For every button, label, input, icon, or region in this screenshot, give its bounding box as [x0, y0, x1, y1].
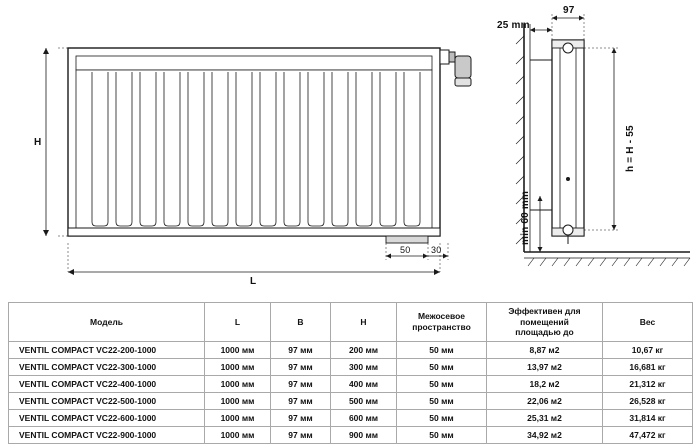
th-center-distance-line1: Межосевое: [417, 311, 466, 322]
cell-weight: 31,814 кг: [603, 410, 693, 427]
th-effective-area-line2: площадью до: [515, 327, 574, 338]
dim-label-h-equals: h = H - 55: [625, 125, 636, 172]
th-effective-area-line1: Эффективен для помещений: [508, 306, 581, 327]
cell-effective-area: 8,87 м2: [487, 342, 603, 359]
th-length: L: [205, 303, 271, 342]
dim-label-min-60mm: min 60 mm: [520, 190, 531, 245]
cell-width: 97 мм: [271, 427, 331, 444]
cell-width: 97 мм: [271, 376, 331, 393]
cell-length: 1000 мм: [205, 410, 271, 427]
cell-effective-area: 25,31 м2: [487, 410, 603, 427]
cell-length: 1000 мм: [205, 427, 271, 444]
cell-height: 200 мм: [331, 342, 397, 359]
table-row: [9, 427, 693, 444]
specification-table: [8, 302, 693, 444]
cell-length: 1000 мм: [205, 393, 271, 410]
cell-center-distance: 50 мм: [397, 427, 487, 444]
cell-width: 97 мм: [271, 393, 331, 410]
table-row: [9, 376, 693, 393]
cell-weight: 10,67 кг: [603, 342, 693, 359]
cell-center-distance: 50 мм: [397, 342, 487, 359]
th-width: B: [271, 303, 331, 342]
cell-width: 97 мм: [271, 359, 331, 376]
cell-center-distance: 50 мм: [397, 359, 487, 376]
cell-weight: 21,312 кг: [603, 376, 693, 393]
cell-center-distance: 50 мм: [397, 410, 487, 427]
cell-center-distance: 50 мм: [397, 376, 487, 393]
cell-model: VENTIL COMPACT VC22-500-1000: [9, 393, 205, 410]
table-row: [9, 342, 693, 359]
cell-height: 300 мм: [331, 359, 397, 376]
cell-model: VENTIL COMPACT VC22-900-1000: [9, 427, 205, 444]
th-model: Модель: [9, 303, 205, 342]
cell-effective-area: 34,92 м2: [487, 427, 603, 444]
cell-height: 500 мм: [331, 393, 397, 410]
cell-width: 97 мм: [271, 342, 331, 359]
cell-height: 900 мм: [331, 427, 397, 444]
dim-label-97-depth: 97: [563, 5, 575, 16]
table-row: [9, 410, 693, 427]
dim-label-height-H: H: [34, 137, 42, 148]
cell-model: VENTIL COMPACT VC22-200-1000: [9, 342, 205, 359]
cell-weight: 47,472 кг: [603, 427, 693, 444]
cell-effective-area: 22,06 м2: [487, 393, 603, 410]
th-center-distance: [397, 303, 487, 342]
th-height: H: [331, 303, 397, 342]
cell-length: 1000 мм: [205, 359, 271, 376]
cell-height: 400 мм: [331, 376, 397, 393]
cell-height: 600 мм: [331, 410, 397, 427]
cell-length: 1000 мм: [205, 376, 271, 393]
table-row: [9, 359, 693, 376]
dim-label-25mm: 25 mm: [497, 20, 530, 31]
cell-model: VENTIL COMPACT VC22-400-1000: [9, 376, 205, 393]
cell-model: VENTIL COMPACT VC22-300-1000: [9, 359, 205, 376]
cell-weight: 16,681 кг: [603, 359, 693, 376]
cell-weight: 26,528 кг: [603, 393, 693, 410]
cell-length: 1000 мм: [205, 342, 271, 359]
table-head: [9, 303, 693, 342]
table-body: [9, 342, 693, 444]
table-header-row: [9, 303, 693, 342]
cell-width: 97 мм: [271, 410, 331, 427]
cell-center-distance: 50 мм: [397, 393, 487, 410]
table-row: [9, 393, 693, 410]
cell-effective-area: 18,2 м2: [487, 376, 603, 393]
th-center-distance-line2: пространство: [412, 322, 471, 332]
dim-label-50-front: 50: [400, 245, 411, 255]
th-weight: Вес: [603, 303, 693, 342]
dim-label-length-L: L: [250, 276, 257, 287]
dim-label-30-front: 30: [431, 245, 442, 255]
specification-table-wrap: [8, 302, 692, 444]
cell-model: VENTIL COMPACT VC22-600-1000: [9, 410, 205, 427]
cell-effective-area: 13,97 м2: [487, 359, 603, 376]
th-effective-area: [487, 303, 603, 342]
